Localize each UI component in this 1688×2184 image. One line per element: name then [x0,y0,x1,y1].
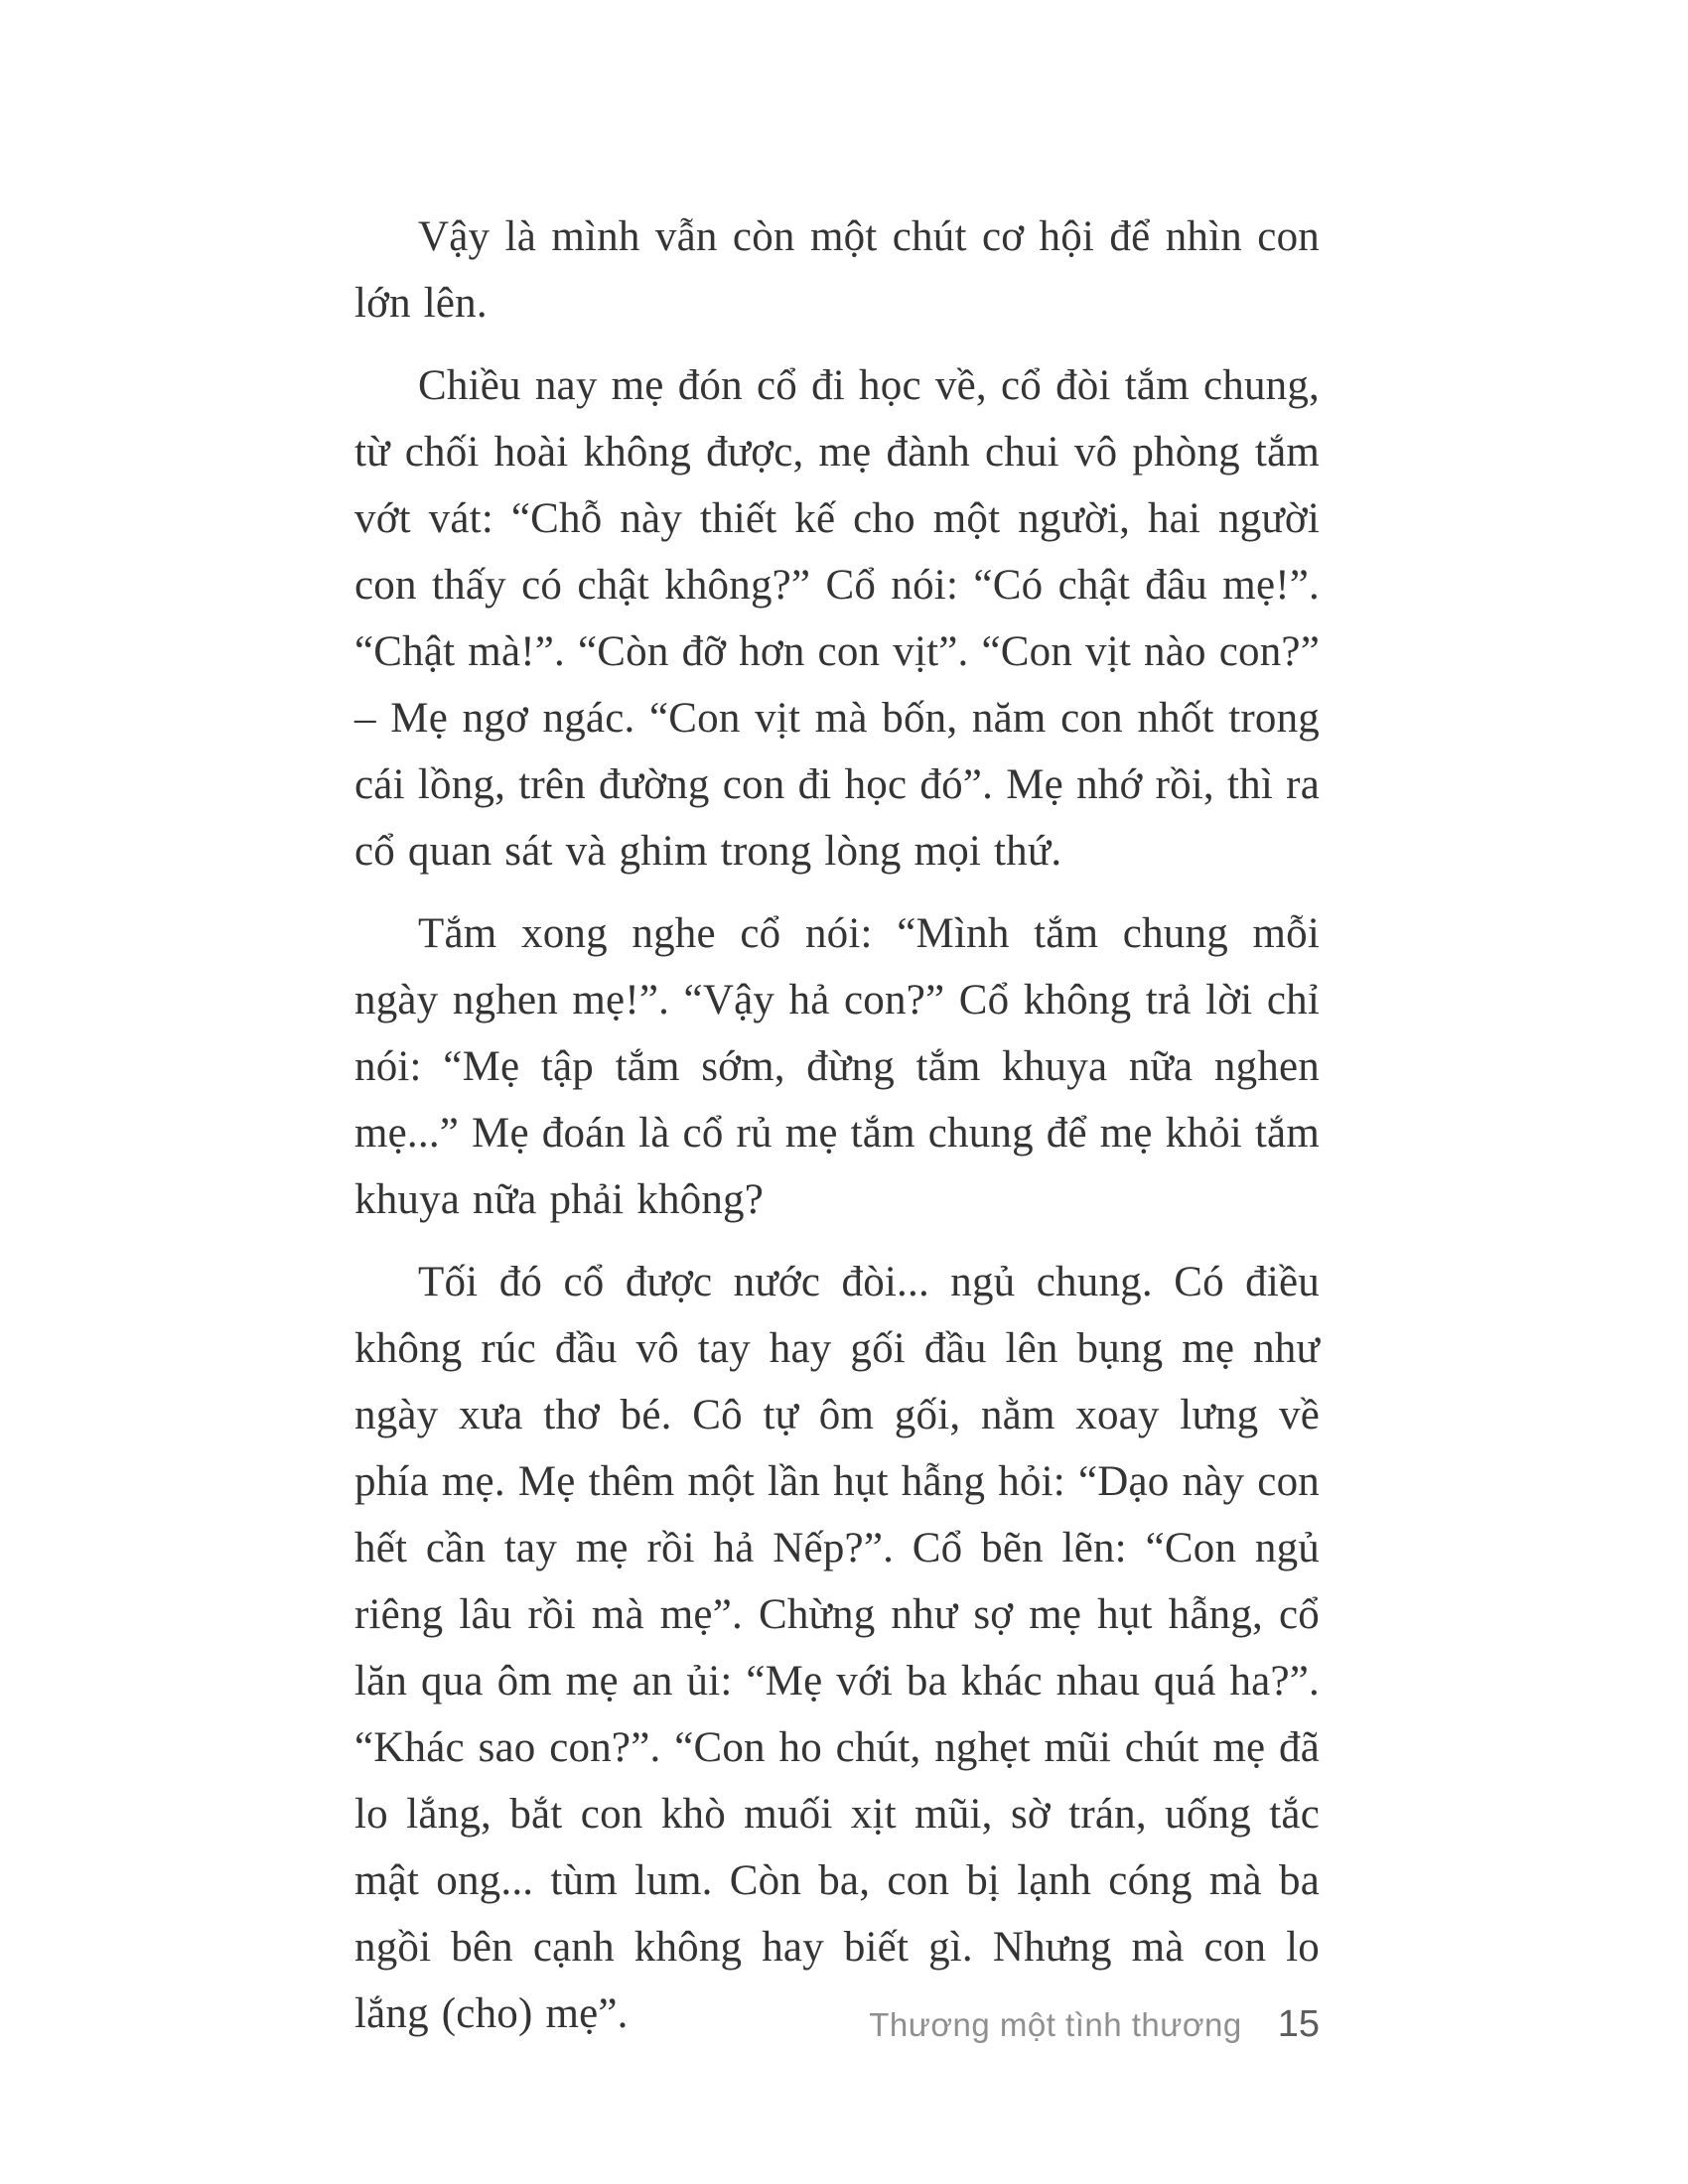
paragraph: Chiều nay mẹ đón cổ đi học về, cổ đòi tắm chung, từ chối hoài không được, mẹ đành chui vô phòng tắm vớt vát: “Chỗ này thiết kế cho một người, hai người con thấy có chật không?” Cổ nói: “Có chật đâu mẹ!”. “Chật mà!”. “Còn đỡ hơn con vịt”. “Con vịt nào con?” – Mẹ ngơ ngác. “Con vịt mà bốn, năm con nhốt trong cái lồng, trên đường con đi học đó”. Mẹ nhớ rồi, thì ra cổ quan sát và ghim trong lòng mọi thứ. [354,362,1320,875]
paragraph: Vậy là mình vẫn còn một chút cơ hội để nhìn con lớn lên. [354,213,1320,327]
page-number: 15 [1277,2003,1320,2045]
running-title: Thương một tình thương [869,2006,1242,2043]
page-footer [354,2003,1320,2046]
page-body-text [354,204,1320,2063]
paragraph: Tắm xong nghe cổ nói: “Mình tắm chung mỗi ngày nghen mẹ!”. “Vậy hả con?” Cổ không trả lời chỉ nói: “Mẹ tập tắm sớm, đừng tắm khuya nữa nghen mẹ...” Mẹ đoán là cổ rủ mẹ tắm chung để mẹ khỏi tắm khuya nữa phải không? [354,910,1320,1223]
paragraph: Tối đó cổ được nước đòi... ngủ chung. Có điều không rúc đầu vô tay hay gối đầu lên bụng mẹ như ngày xưa thơ bé. Cô tự ôm gối, nằm xoay lưng về phía mẹ. Mẹ thêm một lần hụt hẫng hỏi: “Dạo này con hết cần tay mẹ rồi hả Nếp?”. Cổ bẽn lẽn: “Con ngủ riêng lâu rồi mà mẹ”. Chừng như sợ mẹ hụt hẫng, cổ lăn qua ôm mẹ an ủi: “Mẹ với ba khác nhau quá ha?”. “Khác sao con?”. “Con ho chút, nghẹt mũi chút mẹ đã lo lắng, bắt con khò muối xịt mũi, sờ trán, uống tắc mật ong... tùm lum. Còn ba, con bị lạnh cóng mà ba ngồi bên cạnh không hay biết gì. Nhưng mà con lo lắng (cho) mẹ”. [354,1259,1320,2037]
